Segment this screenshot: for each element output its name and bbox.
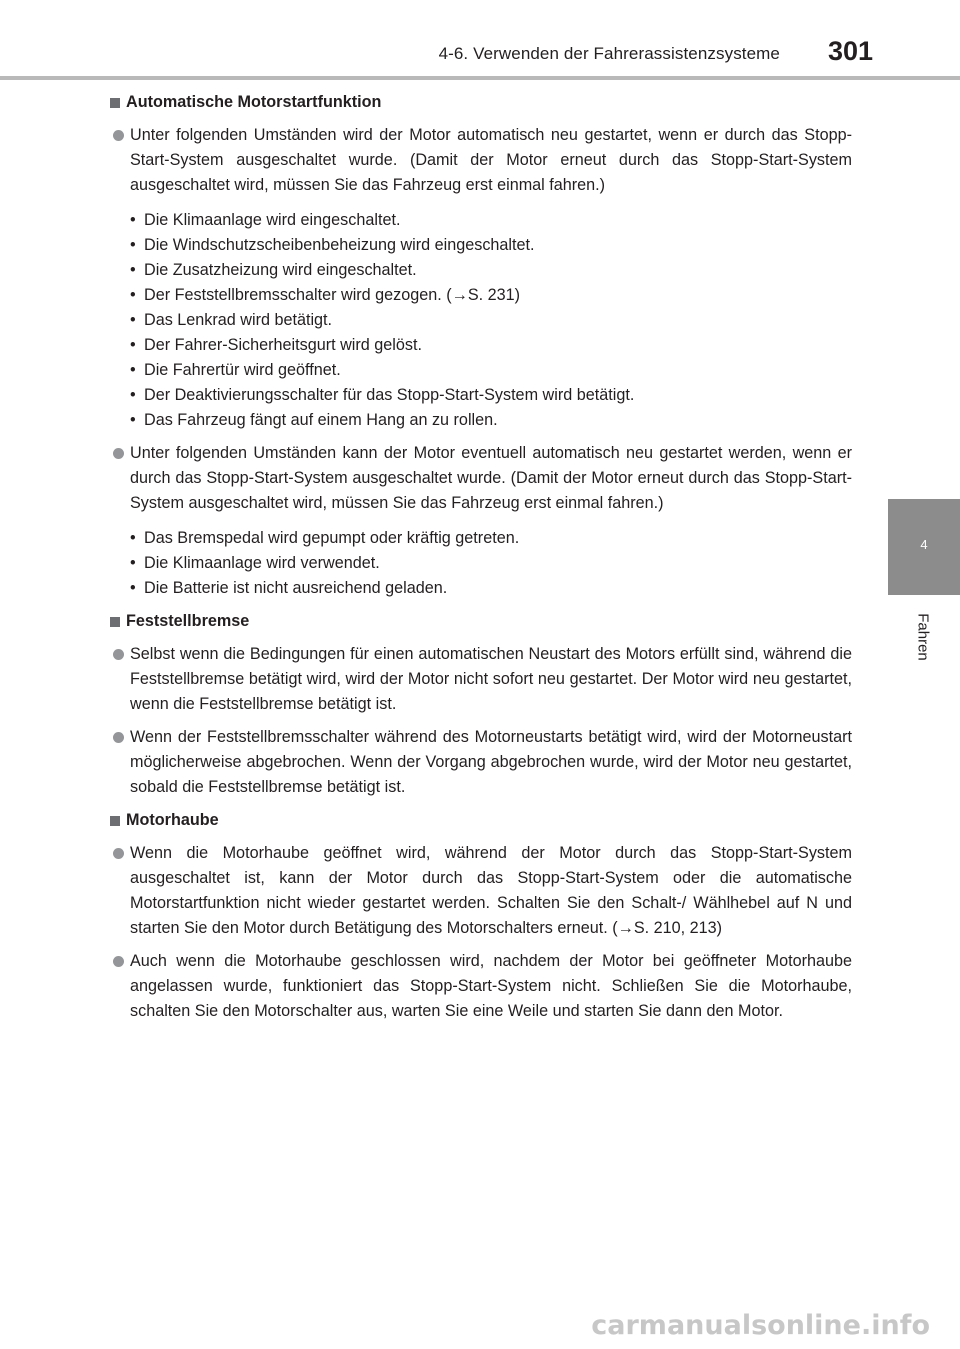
list-item: • Die Batterie ist nicht ausreichend geladen. <box>130 576 852 601</box>
circle-bullet-icon <box>113 130 124 141</box>
section-parking-brake <box>110 609 852 800</box>
circle-bullet-icon <box>113 848 124 859</box>
list-item: • Das Bremspedal wird gepumpt oder kräftig getreten. <box>130 526 852 551</box>
paragraph <box>110 642 852 717</box>
list-item: • Der Feststellbremsschalter wird gezogen. (→S. 231) <box>130 283 852 308</box>
chapter-label <box>911 602 935 672</box>
list-item: • Die Klimaanlage wird verwendet. <box>130 551 852 576</box>
section-heading-text: Feststellbremse <box>126 612 250 630</box>
page-number: 301 <box>828 36 874 66</box>
section-heading <box>110 609 852 634</box>
bullet-list <box>130 208 852 433</box>
section-heading-text: Motorhaube <box>126 811 219 829</box>
circle-bullet-icon <box>113 448 124 459</box>
square-bullet-icon <box>110 816 120 826</box>
section-heading <box>110 808 852 833</box>
paragraph <box>110 949 852 1024</box>
paragraph-text: Wenn der Feststellbremsschalter während des Motorneustarts betätigt wird, wird der Motorneustart möglicherweise abgebrochen. Wenn der Vorgang abgebrochen wurde, wird der Motor neu gestartet, sobald die Feststellbremse betätigt ist. <box>130 728 852 796</box>
paragraph-text: Unter folgenden Umständen kann der Motor eventuell automatisch neu gestartet werden, wenn er durch das Stopp-Start-System ausgeschaltet wurde. (Damit der Motor erneut durch das Stopp-Start-System ausgeschaltet wird, müssen Sie das Fahrzeug erst einmal fahren.) <box>130 444 852 512</box>
header-rule <box>0 76 960 80</box>
running-header-title: 4-6. Verwenden der Fahrerassistenzsysteme <box>438 44 780 63</box>
square-bullet-icon <box>110 617 120 627</box>
list-item: • Das Fahrzeug fängt auf einem Hang an zu rollen. <box>130 408 852 433</box>
section-hood <box>110 808 852 1024</box>
page-content <box>110 90 852 1024</box>
list-item: • Die Zusatzheizung wird eingeschaltet. <box>130 258 852 283</box>
list-item: • Das Lenkrad wird betätigt. <box>130 308 852 333</box>
paragraph-text: Selbst wenn die Bedingungen für einen automatischen Neustart des Motors erfüllt sind, während die Feststellbremse betätigt wird, wird der Motor nicht sofort neu gestartet. Der Motor wird neu gestartet, wenn die Feststellbremse betätigt ist. <box>130 645 852 713</box>
watermark: carmanualsonline.info <box>591 1310 930 1341</box>
paragraph <box>110 725 852 800</box>
chapter-label-text: Fahren <box>914 613 932 661</box>
list-item: • Der Fahrer-Sicherheitsgurt wird gelöst. <box>130 333 852 358</box>
circle-bullet-icon <box>113 649 124 660</box>
square-bullet-icon <box>110 98 120 108</box>
paragraph <box>110 841 852 941</box>
circle-bullet-icon <box>113 732 124 743</box>
section-heading-text: Automatische Motorstartfunktion <box>126 93 382 111</box>
list-item: • Die Klimaanlage wird eingeschaltet. <box>130 208 852 233</box>
paragraph-text: Unter folgenden Umständen wird der Motor automatisch neu gestartet, wenn er durch das Stopp-Start-System ausgeschaltet wurde. (Damit der Motor erneut durch das Stopp-Start-System ausgeschaltet wird, müssen Sie das Fahrzeug erst einmal fahren.) <box>130 126 852 194</box>
list-item: • Die Fahrertür wird geöffnet. <box>130 358 852 383</box>
paragraph-text: Auch wenn die Motorhaube geschlossen wird, nachdem der Motor bei geöffneter Motorhaube angelassen wurde, funktioniert das Stopp-Start-System nicht. Schließen Sie die Motorhaube, schalten Sie den Motorschalter aus, warten Sie eine Weile und starten Sie dann den Motor. <box>130 952 852 1020</box>
list-item: • Die Windschutzscheibenbeheizung wird eingeschaltet. <box>130 233 852 258</box>
circle-bullet-icon <box>113 956 124 967</box>
paragraph <box>110 123 852 198</box>
bullet-list <box>130 526 852 601</box>
paragraph <box>110 441 852 516</box>
section-automatic-engine-start <box>110 90 852 601</box>
chapter-tab-number: 4 <box>920 537 928 552</box>
paragraph-text: Wenn die Motorhaube geöffnet wird, während der Motor durch das Stopp-Start-System ausgeschaltet ist, kann der Motor durch das Stopp-Start-System oder die automatische Motorstartfunktion nicht wieder gestartet werden. Schalten Sie den Schalt-/ Wählhebel auf N und starten Sie den Motor durch Betätigung des Motorschalters erneut. (→S. 210, 213) <box>130 844 852 937</box>
list-item: • Der Deaktivierungsschalter für das Stopp-Start-System wird betätigt. <box>130 383 852 408</box>
section-heading <box>110 90 852 115</box>
